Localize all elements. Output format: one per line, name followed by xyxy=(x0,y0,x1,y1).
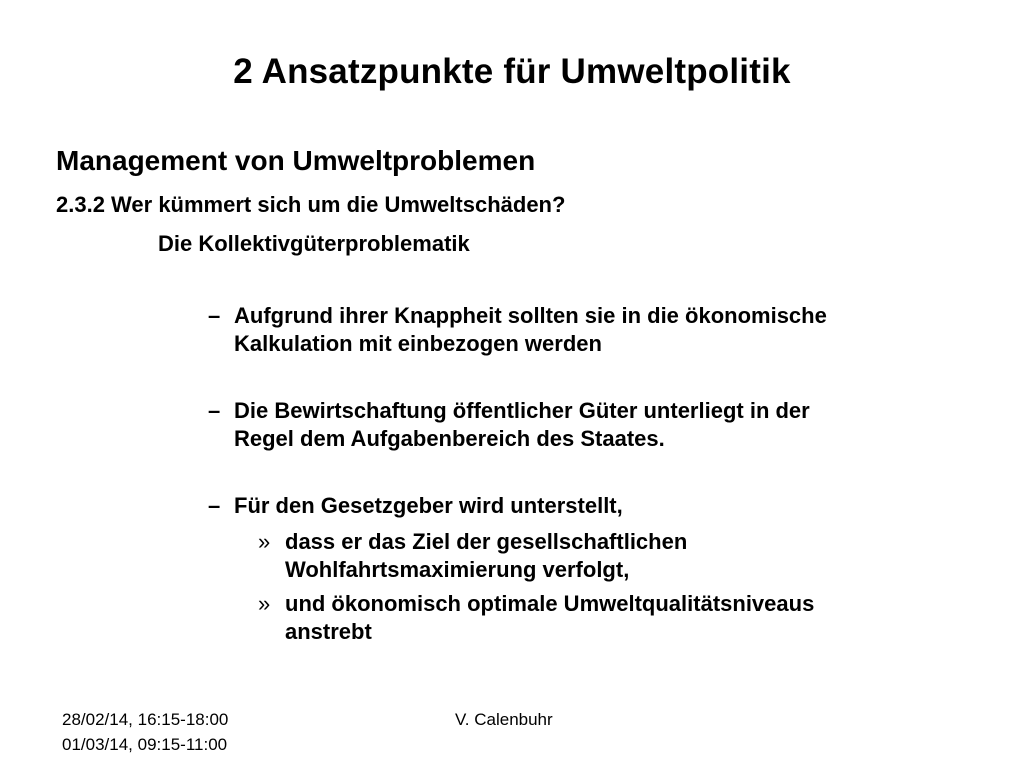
footer-dates xyxy=(62,707,228,757)
subsection-heading: 2.3.2 Wer kümmert sich um die Umweltschäden? xyxy=(56,192,566,217)
chevron-marker: » xyxy=(258,529,271,554)
footer-date-line: 28/02/14, 16:15-18:00 xyxy=(62,710,229,729)
subsection-subtitle: Die Kollektivgüterproblematik xyxy=(158,231,470,256)
sub-bullet-line: und ökonomisch optimale Umweltqualitätsniveaus xyxy=(285,591,815,616)
bullet-line: Aufgrund ihrer Knappheit sollten sie in die ökonomische xyxy=(234,303,827,328)
bullet-line: Regel dem Aufgabenbereich des Staates. xyxy=(234,426,665,451)
bullet-line: Für den Gesetzgeber wird unterstellt, xyxy=(234,493,623,518)
slide-title: 2 Ansatzpunkte für Umweltpolitik xyxy=(233,52,791,91)
footer-date-line: 01/03/14, 09:15-11:00 xyxy=(62,735,228,754)
sub-bullet-line: anstrebt xyxy=(285,619,372,644)
chevron-marker: » xyxy=(258,591,271,616)
bullet-line: Die Bewirtschaftung öffentlicher Güter unterliegt in der xyxy=(234,398,810,423)
sub-bullet-line: dass er das Ziel der gesellschaftlichen xyxy=(285,529,688,554)
sub-bullet-line: Wohlfahrtsmaximierung verfolgt, xyxy=(285,557,630,582)
dash-marker: – xyxy=(208,493,221,518)
bullet-line: Kalkulation mit einbezogen werden xyxy=(234,331,602,356)
dash-marker: – xyxy=(208,303,221,328)
section-heading: Management von Umweltproblemen xyxy=(56,145,536,176)
dash-marker: – xyxy=(208,398,221,423)
footer-author: V. Calenbuhr xyxy=(455,710,553,729)
